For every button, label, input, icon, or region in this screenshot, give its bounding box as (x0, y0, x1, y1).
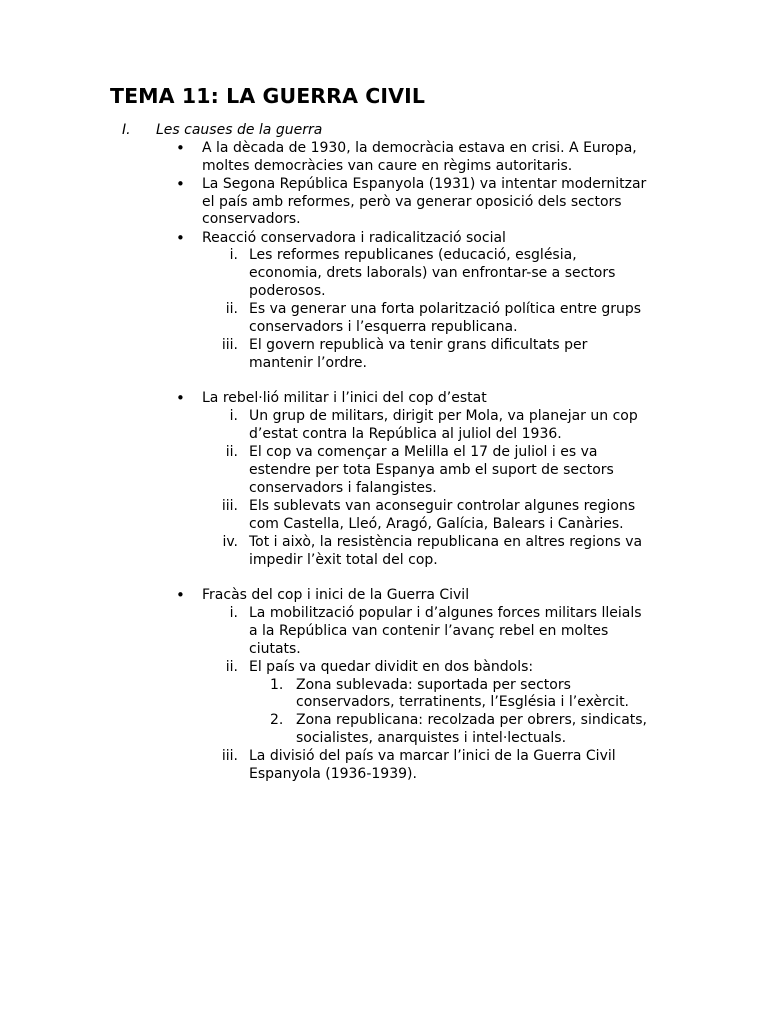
sub-item-line: Les reformes republicanes (educació, església, (249, 247, 577, 263)
sub-item-line: com Castella, Lleó, Aragó, Galícia, Balears i Canàries. (249, 516, 624, 532)
sub-item-line: Un grup de militars, dirigit per Mola, va planejar un cop (249, 408, 638, 424)
section-marker: I. (122, 122, 131, 138)
sub-item-marker: i. (229, 408, 238, 424)
sub-item-marker: iv. (222, 534, 238, 550)
sub-item-line: La mobilització popular i d’algunes forces militars lleials (249, 605, 642, 621)
bullet-marker: • (176, 586, 185, 604)
sub-item-marker: ii. (225, 444, 238, 460)
numbered-item-line: conservadors, terratinents, l’Església i l’exèrcit. (296, 694, 630, 710)
bullet-2-line-2: el país amb reformes, però va generar oposició dels sectors (202, 194, 622, 210)
sub-item-marker: ii. (225, 301, 238, 317)
sub-item-marker: ii. (225, 659, 238, 675)
bullet-5-line-1: Fracàs del cop i inici de la Guerra Civil (202, 587, 470, 603)
sub-item-line: Es va generar una forta polarització política entre grups (249, 301, 642, 317)
numbered-item-marker: 2. (270, 712, 284, 728)
bullet-1-line-1: A la dècada de 1930, la democràcia estava en crisi. A Europa, (202, 140, 637, 156)
bullet-marker: • (176, 389, 185, 407)
sub-item-line: poderosos. (249, 283, 326, 299)
numbered-item-line: socialistes, anarquistes i intel·lectuals. (296, 730, 567, 746)
sub-item-line: d’estat contra la República al juliol del 1936. (249, 426, 562, 442)
numbered-item-line: Zona sublevada: suportada per sectors (296, 677, 571, 693)
sub-item-line: La divisió del país va marcar l’inici de la Guerra Civil (249, 748, 616, 764)
bullet-marker: • (176, 175, 185, 193)
sub-item-line: economia, drets laborals) van enfrontar-se a sectors (249, 265, 616, 281)
numbered-item-line: Zona republicana: recolzada per obrers, sindicats, (296, 712, 648, 728)
bullet-3-line-1: Reacció conservadora i radicalització social (202, 230, 506, 246)
sub-item-line: conservadors i l’esquerra republicana. (249, 319, 518, 335)
sub-item-line: Els sublevats van aconseguir controlar algunes regions (249, 498, 636, 514)
numbered-item-marker: 1. (270, 677, 284, 693)
bullet-2-line-3: conservadors. (202, 211, 301, 227)
sub-item-line: El país va quedar dividit en dos bàndols: (249, 659, 534, 675)
sub-item-line: impedir l’èxit total del cop. (249, 552, 438, 568)
bullet-2-line-1: La Segona República Espanyola (1931) va intentar modernitzar (202, 176, 647, 192)
sub-item-line: ciutats. (249, 641, 301, 657)
sub-item-marker: iii. (221, 498, 238, 514)
sub-item-marker: i. (229, 605, 238, 621)
section-heading: Les causes de la guerra (156, 122, 323, 138)
bullet-marker: • (176, 139, 185, 157)
page-title: TEMA 11: LA GUERRA CIVIL (110, 84, 425, 108)
sub-item-marker: iii. (221, 337, 238, 353)
sub-item-line: mantenir l’ordre. (249, 355, 367, 371)
bullet-1-line-2: moltes democràcies van caure en règims autoritaris. (202, 158, 573, 174)
sub-item-line: Espanyola (1936-1939). (249, 766, 417, 782)
bullet-4-line-1: La rebel·lió militar i l’inici del cop d’estat (202, 390, 487, 406)
sub-item-marker: iii. (221, 748, 238, 764)
sub-item-line: Tot i això, la resistència republicana en altres regions va (249, 534, 643, 550)
sub-item-line: a la República van contenir l’avanç rebel en moltes (249, 623, 609, 639)
sub-item-line: conservadors i falangistes. (249, 480, 437, 496)
sub-item-line: El cop va començar a Melilla el 17 de juliol i es va (249, 444, 598, 460)
sub-item-line: estendre per tota Espanya amb el suport de sectors (249, 462, 614, 478)
sub-item-line: El govern republicà va tenir grans dificultats per (249, 337, 588, 353)
sub-item-marker: i. (229, 247, 238, 263)
bullet-marker: • (176, 229, 185, 247)
